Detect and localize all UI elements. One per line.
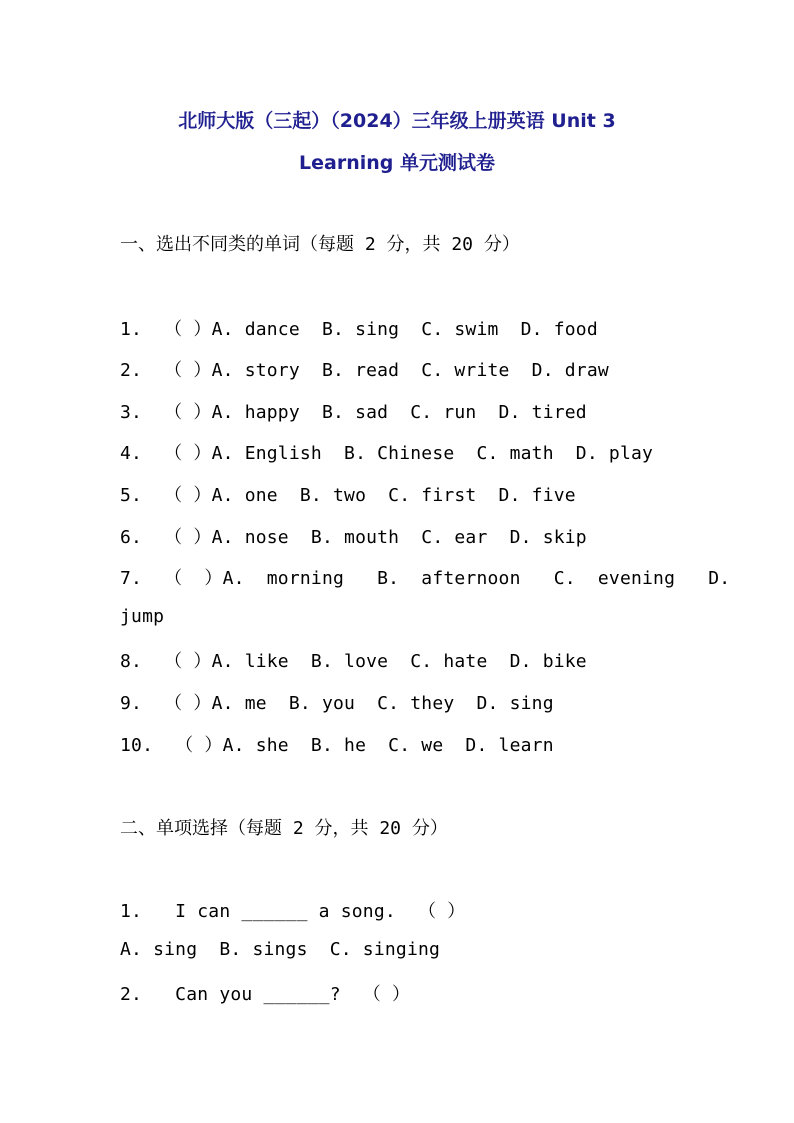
section1-item: 8. （ ）A. like B. love C. hate D. bike [120, 651, 587, 672]
section2-heading: 二、单项选择（每题 2 分，共 20 分） [120, 818, 448, 839]
section1-item: 9. （ ）A. me B. you C. they D. sing [120, 693, 554, 714]
section2-item: 2. Can you ______? （ ） [120, 984, 411, 1005]
section1-heading: 一、选出不同类的单词（每题 2 分，共 20 分） [120, 234, 520, 255]
section1-item: 5. （ ）A. one B. two C. first D. five [120, 485, 576, 506]
section2-item: 1. I can ______ a song. （ ） [120, 901, 466, 922]
section1-item: 7. （ ）A. morning B. afternoon C. evening D. [120, 568, 731, 589]
document-title-line2: Learning 单元测试卷 [299, 152, 495, 174]
section1-item: 10. （ ）A. she B. he C. we D. learn [120, 735, 554, 756]
section2-options: A. sing B. sings C. singing [120, 939, 441, 960]
section1-item: 3. （ ）A. happy B. sad C. run D. tired [120, 402, 587, 423]
section1-item: 6. （ ）A. nose B. mouth C. ear D. skip [120, 527, 587, 548]
section1-item: 1. （ ）A. dance B. sing C. swim D. food [120, 319, 598, 340]
section1-item: 2. （ ）A. story B. read C. write D. draw [120, 360, 609, 381]
section1-item: 4. （ ）A. English B. Chinese C. math D. play [120, 443, 654, 464]
section1-item-continued: jump [120, 606, 165, 627]
document-title-line1: 北师大版（三起）（2024）三年级上册英语 Unit 3 [178, 110, 616, 132]
